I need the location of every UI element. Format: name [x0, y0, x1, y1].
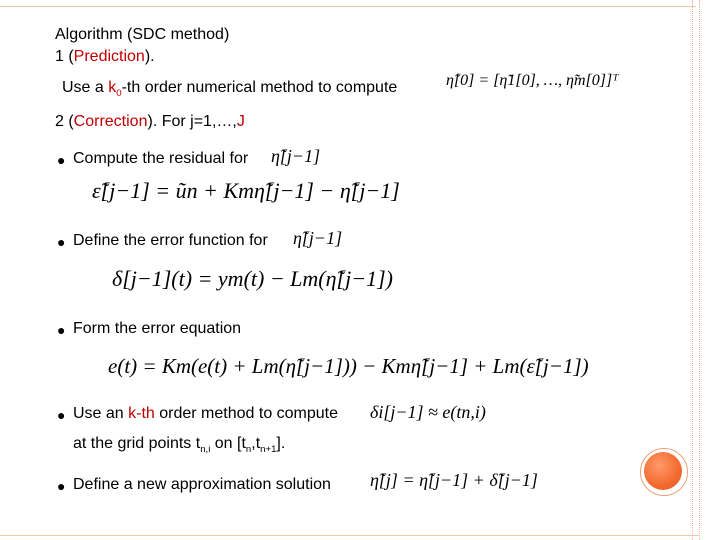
decorative-orb: [644, 452, 682, 490]
error-equation-formula: e(t) = Km(e(t) + Lm(η̃[j−1])) − Kmη̃[j−1] + Lm(ε̃[j−1]): [108, 354, 589, 378]
bullet-icon: ●: [57, 478, 66, 494]
error-function-formula: δ[j−1](t) = ym(t) − Lm(η̃[j−1]): [112, 266, 393, 291]
bullet-icon: ●: [57, 152, 66, 168]
bullet-icon: ●: [57, 234, 66, 250]
residual-formula: ε̃[j−1] = ũn + Kmη̃[j−1] − η̃[j−1]: [92, 178, 400, 203]
error-function-bullet-text: Define the error function for: [73, 232, 268, 249]
bullet-icon: ●: [57, 407, 66, 423]
kth-order-bullet-text: Use an k-th order method to compute: [73, 405, 339, 422]
update-formula: η̃[j] = η̃[j−1] + δ̃[j−1]: [370, 470, 538, 490]
error-equation-bullet-text: Form the error equation: [73, 320, 242, 337]
slide-frame-right: [692, 0, 693, 540]
step1-text: Use a $k_0-th$ order numerical method to compute: [62, 79, 398, 100]
grid-points-text: at the grid points $t_{n,i}$ on $[t_n,t_{n+1}]$.: [73, 435, 286, 456]
step2-heading: 2 (Correction). For j=1,…,J: [55, 113, 245, 130]
slide-frame-top: [0, 0, 696, 7]
step1-heading: 1 (Prediction).: [55, 48, 155, 65]
initial-approximation-formula: η̃[0] = [η̃1[0], …, η̃m[0]]ᵀ: [446, 72, 619, 89]
slide-frame-bottom: [0, 535, 700, 536]
eta-j-minus-1-formula-2: η̃[j−1]: [293, 228, 343, 248]
residual-bullet-text: Compute the residual for: [73, 150, 249, 167]
delta-approx-formula: δi[j−1] ≈ e(tn,i): [370, 402, 486, 422]
correction-label: Correction: [73, 113, 148, 130]
prediction-label: Prediction: [73, 48, 145, 65]
algorithm-title: Algorithm (SDC method): [55, 26, 230, 43]
bullet-icon: ●: [57, 322, 66, 338]
new-approximation-bullet-text: Define a new approximation solution: [73, 476, 331, 493]
eta-j-minus-1-formula: η̃[j−1]: [271, 146, 321, 166]
slide-frame-right-inner: [699, 0, 700, 540]
